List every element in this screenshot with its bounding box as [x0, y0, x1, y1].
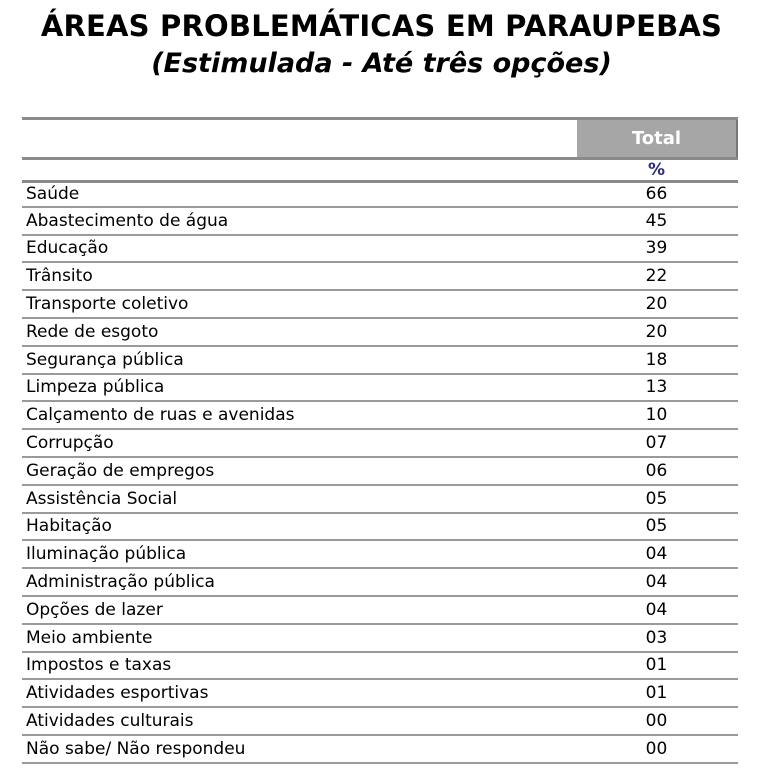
row-value: 06	[645, 460, 668, 481]
row-value: 07	[645, 433, 668, 454]
row-label: Abastecimento de água	[26, 210, 229, 231]
row-label: Educação	[26, 238, 109, 259]
row-label: Iluminação pública	[26, 544, 187, 565]
row-value: 04	[645, 599, 668, 620]
column-header-total: Total	[577, 120, 738, 157]
row-label: Trânsito	[26, 266, 93, 287]
row-label: Transporte coletivo	[26, 294, 189, 315]
row-value: 04	[645, 544, 668, 565]
row-value: 10	[645, 405, 668, 426]
row-value: 01	[645, 683, 668, 704]
row-label: Meio ambiente	[26, 627, 153, 648]
table-row	[22, 708, 738, 736]
table-row	[22, 236, 738, 264]
table-row	[22, 291, 738, 319]
table-row	[22, 208, 738, 236]
row-label: Opções de lazer	[26, 599, 163, 620]
table-row	[22, 319, 738, 347]
row-label: Limpeza pública	[26, 377, 165, 398]
row-value: 22	[645, 266, 668, 287]
table-row	[22, 541, 738, 569]
row-value: 39	[645, 238, 668, 259]
row-label: Corrupção	[26, 433, 114, 454]
table-body	[22, 180, 738, 764]
row-label: Impostos e taxas	[26, 655, 172, 676]
row-label: Atividades culturais	[26, 711, 194, 732]
table-row	[22, 597, 738, 625]
row-label: Calçamento de ruas e avenidas	[26, 405, 295, 426]
row-value: 03	[645, 627, 668, 648]
table-row	[22, 514, 738, 542]
table-row	[22, 736, 738, 764]
table-row	[22, 375, 738, 403]
row-value: 00	[645, 711, 668, 732]
row-label: Administração pública	[26, 572, 215, 593]
row-value: 20	[645, 321, 668, 342]
table-row	[22, 180, 738, 208]
row-label: Geração de empregos	[26, 460, 215, 481]
row-value: 05	[645, 488, 668, 509]
chart-title: ÁREAS PROBLEMÁTICAS EM PARAUPEBAS	[40, 9, 723, 43]
row-label: Habitação	[26, 516, 112, 537]
table-row	[22, 402, 738, 430]
row-label: Não sabe/ Não respondeu	[26, 738, 246, 759]
row-label: Saúde	[26, 184, 80, 205]
table-row	[22, 347, 738, 375]
row-label: Rede de esgoto	[26, 321, 159, 342]
table-row	[22, 569, 738, 597]
row-value: 20	[645, 294, 668, 315]
row-value: 45	[645, 210, 668, 231]
row-label: Assistência Social	[26, 488, 178, 509]
row-value: 01	[645, 655, 668, 676]
row-value: 05	[645, 516, 668, 537]
row-value: 00	[645, 738, 668, 759]
table-row	[22, 680, 738, 708]
row-label: Atividades esportivas	[26, 683, 209, 704]
row-value: 66	[645, 184, 668, 205]
unit-label: %	[647, 160, 666, 180]
table-row	[22, 430, 738, 458]
table-row	[22, 263, 738, 291]
row-value: 04	[645, 572, 668, 593]
table-row	[22, 458, 738, 486]
table-row	[22, 625, 738, 653]
chart-subtitle: (Estimulada - Até três opções)	[151, 48, 612, 79]
table-row	[22, 653, 738, 681]
table-row	[22, 486, 738, 514]
row-value: 18	[645, 349, 668, 370]
row-value: 13	[645, 377, 668, 398]
row-label: Segurança pública	[26, 349, 184, 370]
